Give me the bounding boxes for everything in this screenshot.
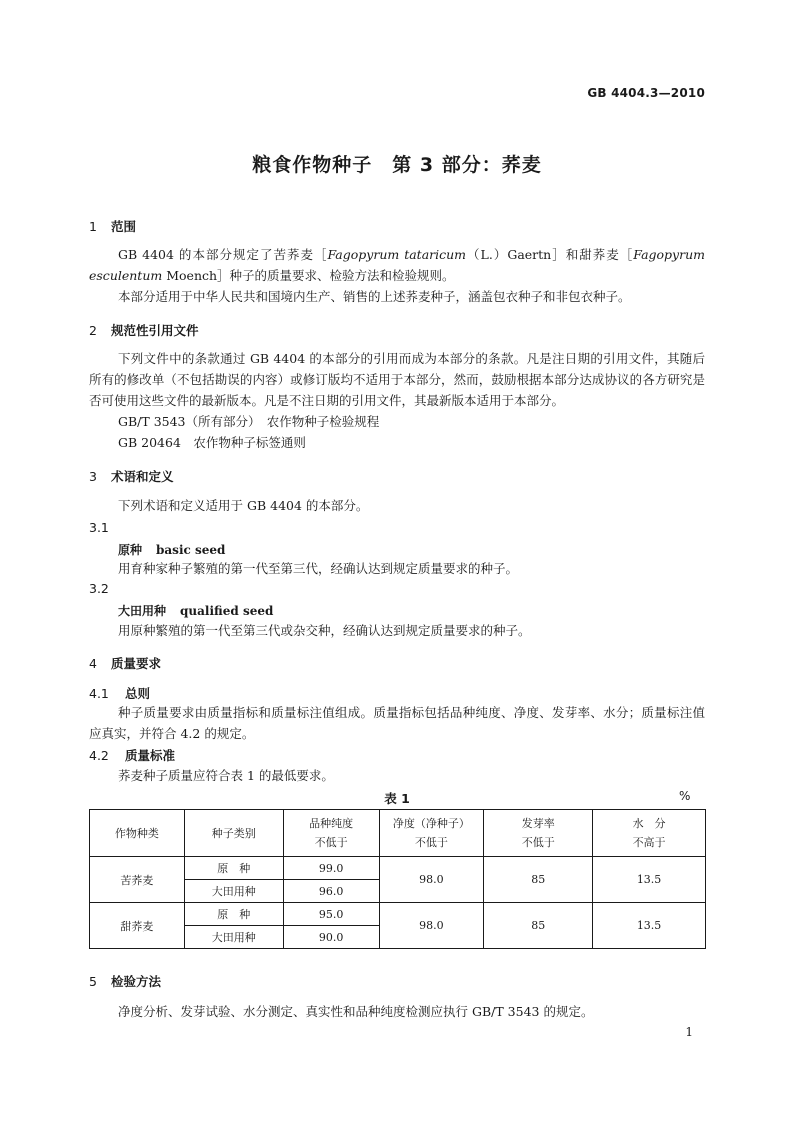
header-text: 水 分 [632,817,666,830]
header-purity [283,810,379,857]
subsection-4-2-paragraph: 荞麦种子质量应符合表 1 的最低要求。 [118,768,334,783]
section-number: 5 [89,974,97,989]
text-run: GB 4404 的本部分规定了苦荞麦［ [118,247,328,262]
cell-water: 13.5 [593,857,706,903]
page-number: 1 [685,1025,693,1039]
table-unit: % [679,789,691,803]
section-number: 2 [89,323,97,338]
subsection-number: 4.1 [89,686,109,701]
section-1-heading [89,217,136,235]
header-subtext: 不低于 [314,836,348,849]
term-cn: 大田用种 [118,604,167,618]
section-title: 规范性引用文件 [111,323,199,338]
header-water [593,810,706,857]
reference-1: GB/T 3543（所有部分） 农作物种子检验规程 [118,414,380,429]
section-5-heading [89,972,161,990]
header-subtext: 不低于 [521,836,555,849]
section-3-heading [89,467,174,485]
header-subtext: 不低于 [414,836,448,849]
cell-class: 大田用种 [184,880,283,903]
subsection-4-1-heading [89,684,150,702]
header-crop: 作物种类 [90,810,185,857]
section-4-heading [89,654,161,672]
section-number: 1 [89,219,97,234]
cell-water: 13.5 [593,903,706,949]
quality-table [89,809,706,949]
cell-germ: 85 [484,857,593,903]
section-title: 检验方法 [111,974,162,989]
section-title: 范围 [111,219,137,234]
table-header-row [90,810,706,857]
section-number: 3 [89,469,97,484]
term-1 [118,541,225,558]
term-1-definition: 用育种家种子繁殖的第一代至第三代，经确认达到规定质量要求的种子。 [118,561,519,576]
header-text: 净度（净种子） [392,817,470,830]
section-2-paragraph: 下列文件中的条款通过 GB 4404 的本部分的引用而成为本部分的条款。凡是注日期的引用文件，其随后所有的修改单（不包括勘误的内容）或修订版均不适用于本部分，然而，鼓励根据本部分达成协议的各方研究是否可使用这些文件的最新版本。凡是不注日期的引用文件，其最新版本适用于本部分。 [89,351,705,408]
cell-class: 原 种 [184,903,283,926]
subsection-title: 质量标准 [125,748,176,763]
table-caption: 表 1 [384,791,410,806]
cell-clean: 98.0 [379,903,484,949]
term-2-definition: 用原种繁殖的第一代至第三代或杂交种，经确认达到规定质量要求的种子。 [118,623,531,638]
header-text: 发芽率 [521,817,555,830]
cell-purity: 99.0 [283,857,379,880]
section-5-paragraph: 净度分析、发芽试验、水分测定、真实性和品种纯度检测应执行 GB/T 3543 的规定。 [118,1004,594,1019]
latin-name: Fagopyrum esculentum [89,247,705,283]
term-cn: 原种 [118,543,143,557]
section-title: 质量要求 [111,656,162,671]
document-title: 粮食作物种子 第 3 部分：荞麦 [252,154,542,176]
cell-purity: 90.0 [283,926,379,949]
header-class: 种子类别 [184,810,283,857]
term-2-number: 3.2 [89,581,109,596]
table-row [90,903,706,926]
section-number: 4 [89,656,97,671]
latin-name: Fagopyrum tataricum [327,247,467,262]
text-run: （L.）Gaertn］和甜荞麦［ [466,247,634,262]
subsection-title: 总则 [125,686,151,701]
cell-purity: 96.0 [283,880,379,903]
header-germ [484,810,593,857]
section-3-intro: 下列术语和定义适用于 GB 4404 的本部分。 [118,498,369,513]
section-1-paragraph-2: 本部分适用于中华人民共和国境内生产、销售的上述荞麦种子，涵盖包衣种子和非包衣种子。 [118,289,631,304]
cell-crop: 苦荞麦 [90,857,185,903]
text-run: Moench］种子的质量要求、检验方法和检验规则。 [162,268,455,283]
subsection-number: 4.2 [89,748,109,763]
subsection-4-1-paragraph: 种子质量要求由质量指标和质量标注值组成。质量指标包括品种纯度、净度、发芽率、水分；质量标注值应真实，并符合 4.2 的规定。 [89,705,705,741]
table-row [90,857,706,880]
cell-class: 原 种 [184,857,283,880]
term-2 [118,602,273,619]
cell-germ: 85 [484,903,593,949]
section-2-heading [89,321,199,339]
term-en: basic seed [156,543,226,557]
term-1-number: 3.1 [89,520,109,535]
cell-class: 大田用种 [184,926,283,949]
reference-2: GB 20464 农作物种子标签通则 [118,435,306,450]
cell-crop: 甜荞麦 [90,903,185,949]
section-title: 术语和定义 [111,469,174,484]
header-clean [379,810,484,857]
standard-number: GB 4404.3—2010 [587,86,705,100]
subsection-4-2-heading [89,746,175,764]
section-1-paragraph-1 [89,244,705,286]
cell-clean: 98.0 [379,857,484,903]
term-en: qualified seed [180,604,274,618]
cell-purity: 95.0 [283,903,379,926]
header-subtext: 不高于 [632,836,666,849]
header-text: 品种纯度 [309,817,354,830]
